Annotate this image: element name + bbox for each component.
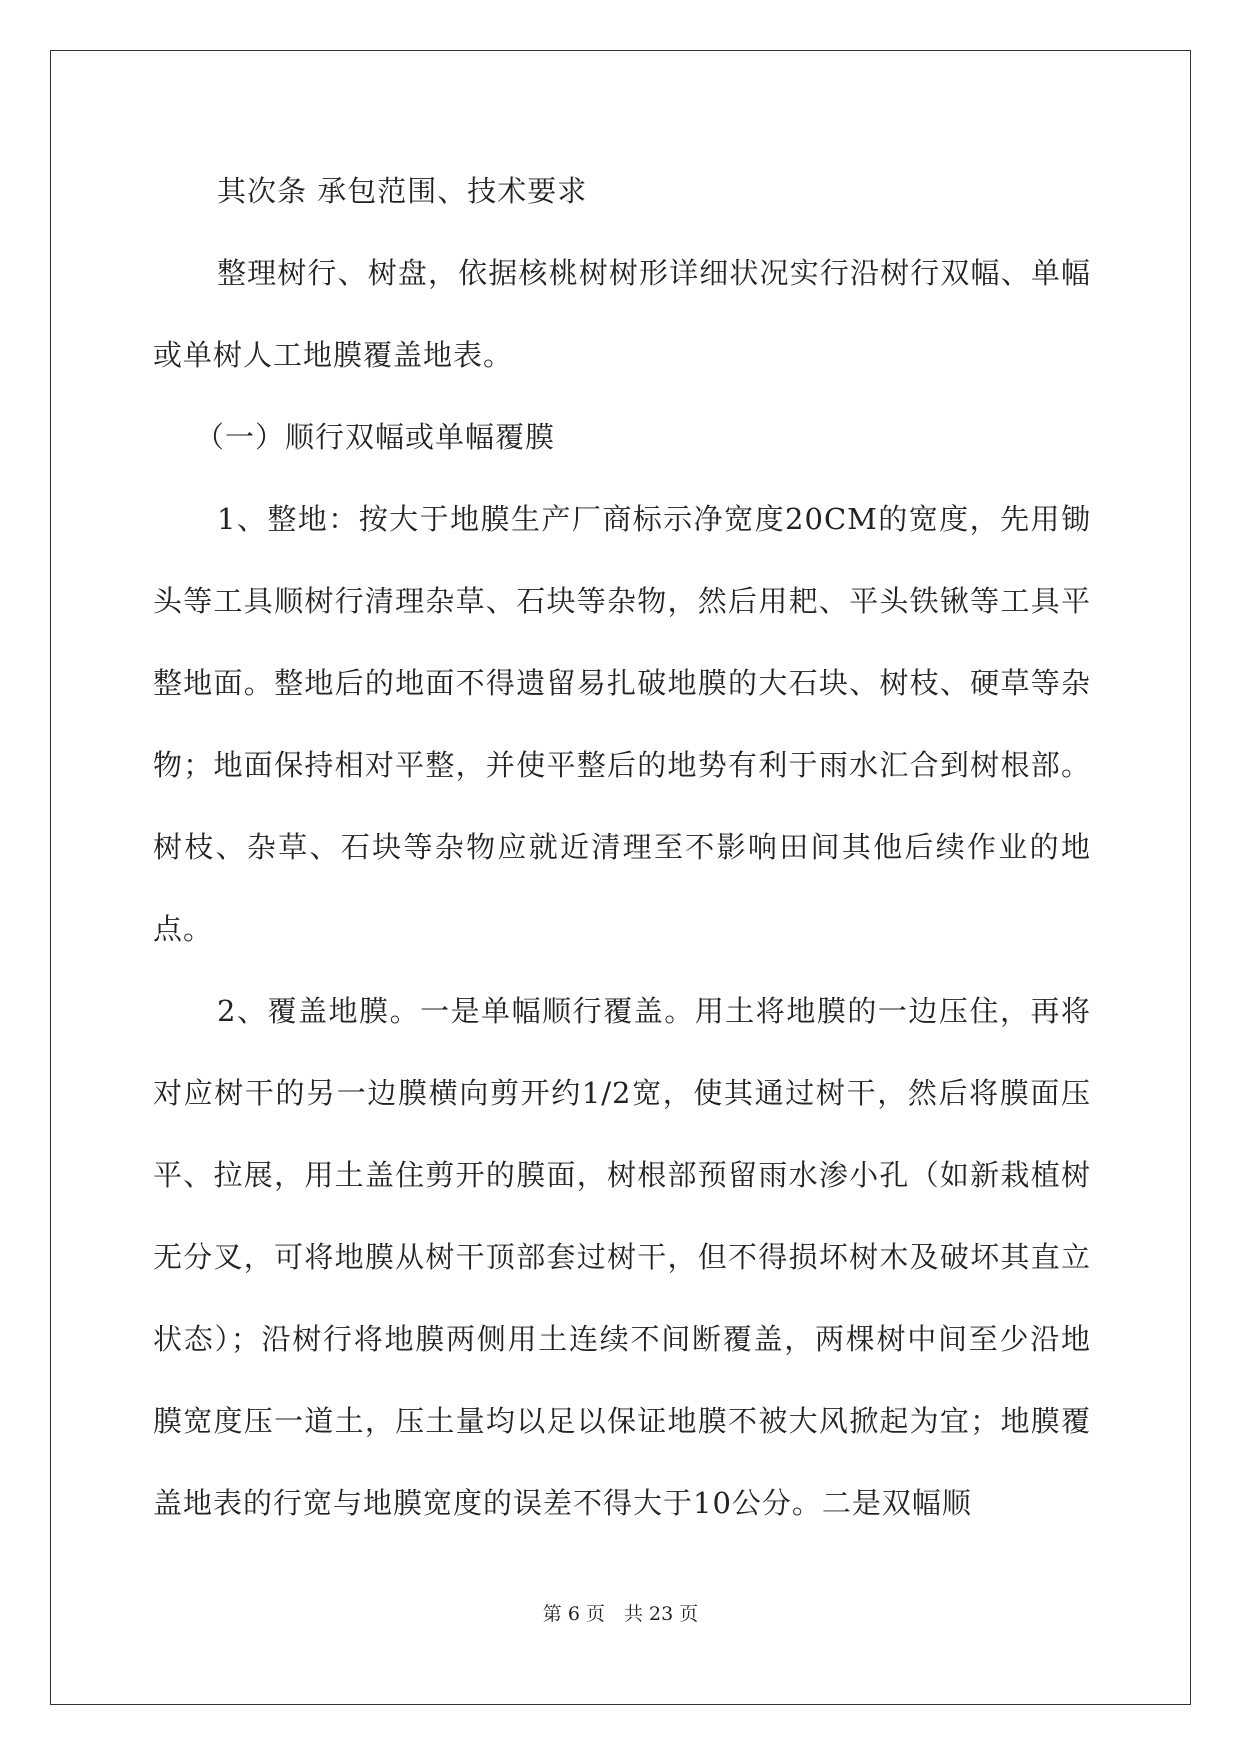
sub-heading-row-film: （一）顺行双幅或单幅覆膜 (195, 420, 556, 454)
section-heading: 其次条 承包范围、技术要求 (217, 174, 588, 208)
paragraph-film-cover: 2、覆盖地膜。一是单幅顺行覆盖。用土将地膜的一边压住，再将对应树干的另一边膜横向剪开约1/2宽，使其通过树干，然后将膜面压平、拉展，用土盖住剪开的膜面，树根部预留雨水渗小孔（如新栽植树无分叉，可将地膜从树干顶部套过树干，但不得损坏树木及破坏其直立状态）；沿树行将地膜两侧用土连续不间断覆盖，两棵树中间至少沿地膜宽度压一道土，压土量均以足以保证地膜不被大风掀起为宜；地膜覆盖地表的行宽与地膜宽度的误差不得大于10公分。二是双幅顺 (153, 994, 1091, 1520)
paragraph-scope: 整理树行、树盘，依据核桃树树形详细状况实行沿树行双幅、单幅或单树人工地膜覆盖地表。 (153, 256, 1091, 372)
paragraph-land-prep: 1、整地：按大于地膜生产厂商标示净宽度20CM的宽度，先用锄头等工具顺树行清理杂草、石块等杂物，然后用耙、平头铁锹等工具平整地面。整地后的地面不得遗留易扎破地膜的大石块、树枝、硬草等杂物；地面保持相对平整，并使平整后的地势有利于雨水汇合到树根部。树枝、杂草、石块等杂物应就近清理至不影响田间其他后续作业的地点。 (153, 502, 1091, 946)
page-number: 第 6 页 共 23 页 (542, 1603, 699, 1625)
document-body (153, 150, 1091, 1544)
